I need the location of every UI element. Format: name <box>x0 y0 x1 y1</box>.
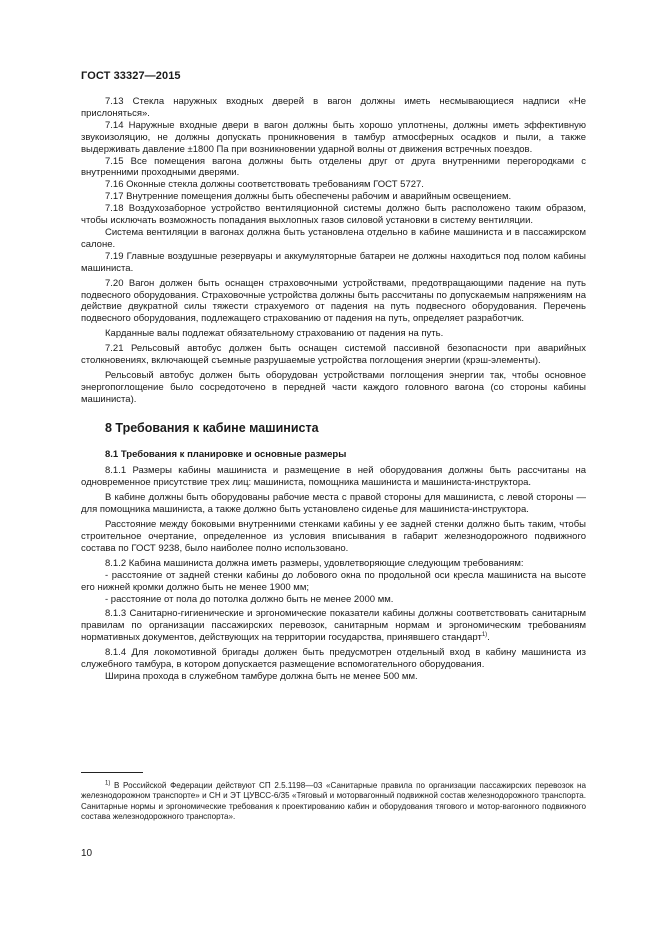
clause-7-20: 7.20 Вагон должен быть оснащен страховочными устройствами, предотвращающими падение на путь подвесного оборудования. Страховочные устройства должны быть рассчитаны по допускаемым напряжениям на действие двукратной силы тяжести страхуемого от падения на путь подвесного оборудования. Перечень подвесного оборудования, подлежащего страхованию от падения на путь, определяет разработчик. <box>81 277 586 325</box>
clause-8-1-3 <box>81 608 586 644</box>
footnote-reference[interactable]: 1) <box>481 632 488 639</box>
clause-7-18: 7.18 Воздухозаборное устройство вентиляционной системы должно быть расположено таким образом, чтобы исключать возможность попадания выхлопных газов силовой установки в систему вентиляции. <box>81 203 586 227</box>
clause-8-1-2: 8.1.2 Кабина машиниста должна иметь размеры, удовлетворяющие следующим требованиям: <box>105 557 524 569</box>
clause-7-18-continued: Система вентиляции в вагонах должна быть установлена отдельно в кабине машиниста и в пассажирском салоне. <box>81 226 586 250</box>
footnote-divider <box>81 772 143 773</box>
clause-7-16: 7.16 Оконные стекла должны соответствовать требованиям ГОСТ 5727. <box>105 179 424 191</box>
clause-7-19: 7.19 Главные воздушные резервуары и аккумуляторные батареи не должны находиться под полом кабины машиниста. <box>81 250 586 274</box>
clause-8-1-3-period: . <box>487 632 490 644</box>
clause-8-1-1: 8.1.1 Размеры кабины машиниста и размещение в ней оборудования должны быть рассчитаны на одновременное присутствие трех лиц: машиниста, помощника машиниста и машиниста-инструктора. <box>81 465 586 489</box>
clause-7-15: 7.15 Все помещения вагона должны быть отделены друг от друга внутренними перегородками с внутренними проходными дверями. <box>81 155 586 179</box>
document-header: ГОСТ 33327—2015 <box>81 70 181 82</box>
page-number: 10 <box>81 848 93 859</box>
document-body <box>81 96 586 683</box>
clause-8-1-4: 8.1.4 Для локомотивной бригады должен быть предусмотрен отдельный вход в кабину машиниста из служебного тамбура, в котором допускается размещение вспомогательного оборудования. <box>81 647 586 671</box>
clause-7-20-continued: Карданные валы подлежат обязательному страхованию от падения на путь. <box>105 328 444 340</box>
clause-7-21-continued: Рельсовый автобус должен быть оборудован устройствами поглощения энергии так, чтобы основное энергопоглощение было сосредоточено в передней части каждого головного вагона (со стороны кабины машиниста). <box>81 369 586 405</box>
list-item-back-wall-distance: - расстояние от задней стенки кабины до лобового окна по продольной оси кресла машиниста на высоте его нижней кромки должно быть не менее 1900 мм; <box>81 569 586 593</box>
section-8-heading: 8 Требования к кабине машиниста <box>105 420 319 435</box>
clause-7-17: 7.17 Внутренние помещения должны быть обеспечены рабочим и аварийным освещением. <box>105 191 512 203</box>
clause-8-1-1-continued: В кабине должны быть оборудованы рабочие места с правой стороны для машиниста, с левой стороны — для помощника машиниста, а также должно быть установлено сиденье для машиниста-инструктора. <box>81 492 586 516</box>
clause-7-13: 7.13 Стекла наружных входных дверей в вагон должны иметь несмывающиеся надписи «Не прислоняться». <box>81 96 586 119</box>
footnote <box>81 781 586 823</box>
footnote-text: В Российской Федерации действуют СП 2.5.1198—03 «Санитарные правила по организации пассажирских перевозок на железнодорожном транспорте» и СН и ЭТ ЦУВСС-6/35 «Тяговый и моторвагонный подвижной состав железнодорожного транспорта. Санитарные нормы и эргономические требования к проектированию кабин и оборудования тягового и мотор-вагонного подвижного состава железнодорожного транспорта». <box>81 781 586 822</box>
clause-8-1-4-continued: Ширина прохода в служебном тамбуре должна быть не менее 500 мм. <box>105 670 418 682</box>
list-item-ceiling-height: - расстояние от пола до потолка должно быть не менее 2000 мм. <box>105 593 394 605</box>
footnote-mark: 1) <box>105 780 111 787</box>
clause-7-21: 7.21 Рельсовый автобус должен быть оснащен системой пассивной безопасности при аварийных столкновениях, включающей съемные разрушаемые устройства поглощения энергии (крэш-элементы). <box>81 343 586 367</box>
subsection-8-1-heading: 8.1 Требования к планировке и основные размеры <box>105 448 347 460</box>
clause-7-14: 7.14 Наружные входные двери в вагон должны быть хорошо уплотнены, должны иметь эффективную звукоизоляцию, не должны допускать проникновения в тамбур атмосферных осадков и пыли, а также выдерживать давление ±1800 Па при возникновении ударной волны от движения встречных поездов. <box>81 119 586 155</box>
clause-8-1-1-distance: Расстояние между боковыми внутренними стенками кабины у ее задней стенки должно быть таким, чтобы строительное очертание, определенное из условия вписывания в габарит железнодорожного подвижного состава по ГОСТ 9238, было наиболее полно использовано. <box>81 519 586 554</box>
clause-8-1-3-text: 8.1.3 Санитарно-гигиенические и эргономические показатели кабины должны соответствовать санитарным правилам по организации пассажирских перевозок, санитарным нормам и эргономическим требованиям нормативных документов, действующих на территории государства, принявшего стандарт <box>81 608 586 644</box>
